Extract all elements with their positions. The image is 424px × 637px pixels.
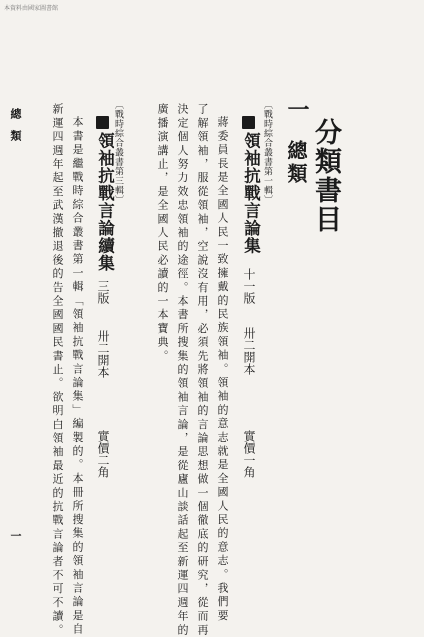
page-number: 一 — [9, 530, 22, 541]
book2-series: 〔戰時綜合叢書第三輯〕 — [113, 100, 123, 205]
book2-edition: 三版 — [96, 280, 110, 304]
book1-desc-line-1: 蔣委員長是全國人民一致擁戴的民族領袖。領袖的意志就是全國人民的意志。我們要 — [216, 116, 229, 623]
book1-format: 卅二開本 — [242, 327, 256, 375]
section-number: 一 — [284, 98, 310, 120]
book2-desc-line-2: 新運四週年起至武漢撤退後的告全國國民書止。欲明白領袖最近的抗戰言論者不可不讀。 — [51, 103, 64, 637]
side-category-label: 總 類 — [9, 108, 22, 141]
book2-format: 卅二開本 — [96, 330, 110, 378]
book2-price: 實價二角 — [96, 430, 110, 478]
book1-edition: 十一版 — [242, 268, 256, 304]
book2-desc-line-1: 本書是繼戰時綜合叢書第一輯「領袖抗戰言論集」編製的。本冊所搜集的領袖言論是自 — [71, 116, 84, 637]
book1-desc-line-3: 決定個人努力效忠領袖的途徑。本書所搜集的領袖言論，是從廬山談話起至新運四週年的 — [176, 103, 189, 637]
section-title: 分類書目 — [310, 118, 341, 234]
library-stamp: 本資料由國家圖書館 — [4, 5, 59, 12]
book1-title: 領袖抗戰言論集 — [241, 132, 261, 255]
book1-desc-line-4: 廣播演講止，是全國人民必讀的一本寶典。 — [156, 103, 169, 364]
title-marker-icon — [96, 116, 109, 129]
book1-price: 實價一角 — [242, 430, 256, 478]
book2-title: 領袖抗戰言論續集 — [95, 132, 115, 272]
section-subtitle: 總類 — [284, 140, 308, 186]
book1-desc-line-2: 了解領袖，服從領袖，空說沒有用，必須先將領袖的言論思想做一個徹底的研究，從而再 — [196, 103, 209, 637]
book1-series: 〔戰時綜合叢書第一輯〕 — [262, 100, 272, 205]
title-marker-icon — [242, 116, 255, 129]
